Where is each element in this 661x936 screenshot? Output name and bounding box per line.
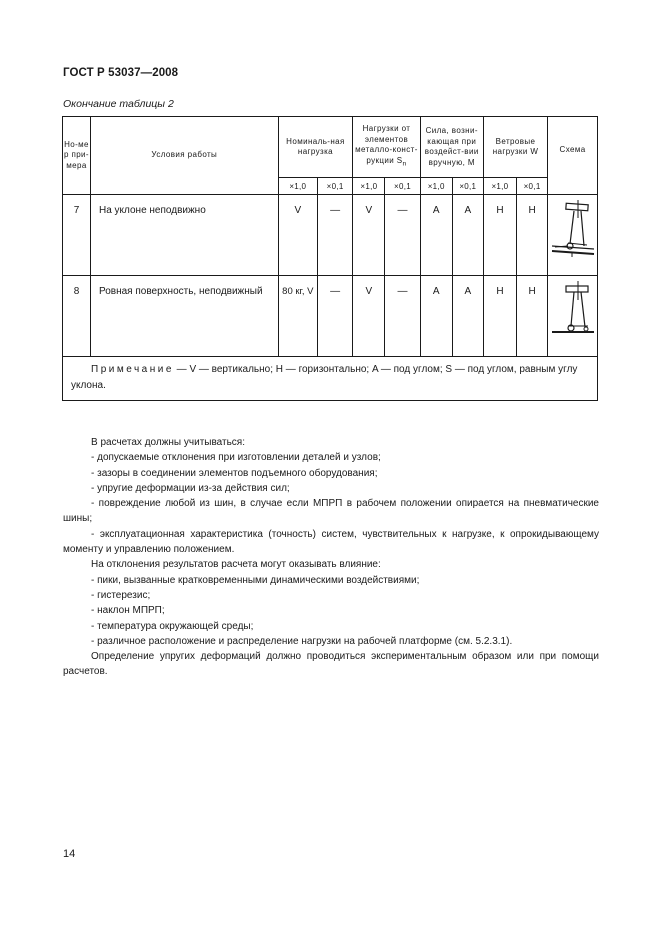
factor-cell: ×0,1	[385, 178, 420, 195]
col-header-wind-loads: Ветровые нагрузки W	[483, 117, 547, 178]
value-cell: H	[517, 276, 548, 357]
page-number: 14	[63, 848, 76, 860]
factor-cell: ×0,1	[318, 178, 353, 195]
value-cell: V	[353, 195, 385, 276]
scheme-cell	[548, 195, 598, 276]
list-item: - гистерезис;	[91, 589, 151, 601]
value-cell: H	[483, 276, 516, 357]
note-row	[63, 357, 598, 401]
example-number: 8	[63, 276, 91, 357]
example-number: 7	[63, 195, 91, 276]
col-header-nominal-load: Номиналь-ная нагрузка	[278, 117, 353, 178]
work-conditions: На уклоне неподвижно	[90, 195, 278, 276]
value-cell: V	[353, 276, 385, 357]
table-row	[63, 195, 598, 276]
list-item: - различное расположение и распределение нагрузки на рабочей платформе (см. 5.2.3.1).	[91, 635, 513, 647]
factor-cell: ×0,1	[452, 178, 483, 195]
col-header-manual-force: Сила, возни-кающая при воздейст-вии вручную, M	[420, 117, 483, 178]
note-label: Примечание	[91, 364, 174, 375]
value-cell: H	[483, 195, 516, 276]
col-header-example-no: Но-мер при-мера	[63, 117, 91, 195]
paragraph: Определение упругих деформаций должно проводиться экспериментальным образом или при помощи расчетов.	[63, 651, 599, 678]
paragraph: В расчетах должны учитываться:	[91, 437, 245, 448]
table-row	[63, 276, 598, 357]
table-caption: Окончание таблицы 2	[63, 98, 174, 110]
value-cell: V	[278, 195, 317, 276]
scheme-slope-icon	[550, 199, 596, 257]
value-cell: —	[318, 276, 353, 357]
note-text: — V — вертикально; H — горизонтально; A — под углом; S — под углом, равным углу уклона.	[71, 364, 578, 391]
scheme-flat-icon	[550, 280, 596, 338]
scheme-cell	[548, 276, 598, 357]
value-cell: —	[385, 276, 420, 357]
col-header-scheme: Схема	[548, 117, 598, 195]
value-cell: H	[517, 195, 548, 276]
body-text	[63, 435, 599, 680]
loads-table	[62, 116, 598, 401]
list-item: - повреждение любой из шин, в случае если МПРП в рабочем положении опирается на пневматические шины;	[63, 498, 599, 525]
list-item: - пики, вызванные кратковременными динамическими воздействиями;	[91, 574, 420, 586]
list-item: - упругие деформации из-за действия сил;	[91, 482, 290, 494]
paragraph: На отклонения результатов расчета могут оказывать влияние:	[91, 559, 381, 571]
value-cell: A	[452, 195, 483, 276]
list-item: - допускаемые отклонения при изготовлении деталей и узлов;	[91, 452, 381, 464]
table-note	[63, 357, 598, 401]
value-cell: —	[318, 195, 353, 276]
element-loads-subscript: n	[402, 160, 407, 168]
factor-cell: ×1,0	[420, 178, 452, 195]
col-header-conditions: Условия работы	[90, 117, 278, 195]
factor-cell: ×1,0	[353, 178, 385, 195]
list-item: - эксплуатационная характеристика (точность) систем, чувствительных к нагрузке, к опрокидывающему моменту и управлению положением.	[63, 528, 599, 556]
factor-cell: ×1,0	[483, 178, 516, 195]
factor-cell: ×0,1	[517, 178, 548, 195]
list-item: - зазоры в соединении элементов подъемного оборудования;	[91, 467, 378, 479]
list-item: - наклон МПРП;	[91, 605, 165, 617]
value-cell: A	[420, 276, 452, 357]
header-row	[63, 117, 598, 178]
col-header-element-loads	[353, 117, 420, 178]
element-loads-label: Нагрузки от элементов металло-конст-рукции S	[355, 124, 418, 165]
list-item: - температура окружающей среды;	[91, 620, 254, 632]
value-cell: —	[385, 195, 420, 276]
value-cell: A	[420, 195, 452, 276]
value-cell: A	[452, 276, 483, 357]
document-code: ГОСТ Р 53037—2008	[63, 67, 179, 79]
factor-cell: ×1,0	[278, 178, 317, 195]
work-conditions: Ровная поверхность, неподвижный	[90, 276, 278, 357]
value-cell: 80 кг, V	[278, 276, 317, 357]
